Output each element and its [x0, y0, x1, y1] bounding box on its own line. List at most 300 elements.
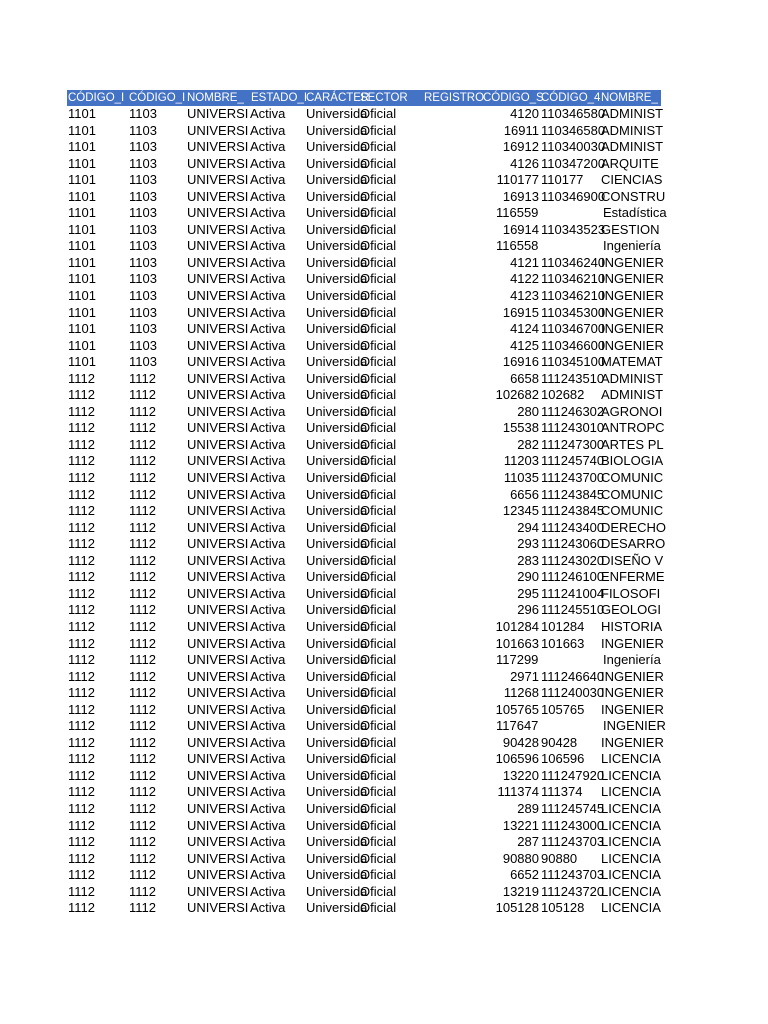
table-cell[interactable]: 1101 [68, 321, 96, 337]
table-cell[interactable]: 1112 [129, 486, 156, 502]
table-cell[interactable]: Activa [250, 304, 286, 320]
table-cell[interactable]: Activa [250, 834, 286, 850]
table-cell[interactable]: UNIVERSI [187, 139, 249, 155]
table-cell[interactable]: 90880 [541, 850, 578, 866]
table-cell[interactable]: Oficial [360, 370, 397, 386]
table-cell[interactable]: Universida [306, 304, 368, 320]
table-cell[interactable]: 1112 [68, 800, 95, 816]
table-cell[interactable]: 1101 [68, 337, 96, 353]
table-cell[interactable]: 1112 [68, 685, 95, 701]
table-cell[interactable]: 110346700 [541, 321, 606, 337]
table-cell[interactable]: 1112 [129, 519, 156, 535]
table-cell[interactable]: 1112 [68, 470, 95, 486]
table-cell[interactable]: Activa [250, 503, 286, 519]
table-cell[interactable]: HISTORIA [601, 618, 663, 634]
table-cell[interactable]: UNIVERSI [187, 188, 249, 204]
table-cell[interactable]: 1112 [68, 618, 95, 634]
table-cell[interactable]: Activa [250, 403, 286, 419]
table-cell[interactable]: 1101 [68, 188, 96, 204]
table-cell[interactable]: INGENIER [601, 271, 664, 287]
table-cell[interactable]: Universida [306, 271, 368, 287]
table-cell[interactable]: 90428 [502, 734, 539, 750]
table-cell[interactable]: 1112 [129, 800, 156, 816]
table-cell[interactable]: 16912 [502, 139, 539, 155]
table-cell[interactable]: UNIVERSI [187, 370, 249, 386]
table-cell[interactable]: 111243703 [541, 834, 605, 850]
table-cell[interactable]: Activa [250, 784, 286, 800]
table-cell[interactable]: 117647 [496, 718, 539, 734]
table-cell[interactable] [540, 205, 600, 222]
table-cell[interactable]: Activa [250, 602, 286, 618]
table-cell[interactable]: 110177 [541, 172, 584, 188]
table-cell[interactable]: 1103 [129, 188, 157, 204]
table-cell[interactable]: UNIVERSI [187, 403, 249, 419]
table-cell[interactable]: Universida [306, 718, 368, 734]
table-cell[interactable]: 1112 [129, 420, 156, 436]
table-cell[interactable]: Oficial [360, 354, 397, 370]
table-cell[interactable]: 2971 [510, 668, 539, 684]
table-cell[interactable]: Universida [306, 221, 368, 237]
table-cell[interactable]: BIOLOGIA [601, 453, 664, 469]
table-cell[interactable]: 111243010 [541, 420, 605, 436]
table-cell[interactable]: UNIVERSI [187, 685, 249, 701]
table-cell[interactable]: Universida [306, 767, 368, 783]
table-cell[interactable]: 1112 [68, 453, 95, 469]
table-cell[interactable]: Activa [250, 850, 286, 866]
table-cell[interactable]: 1112 [129, 387, 156, 403]
table-cell[interactable]: INGENIER [603, 718, 666, 734]
table-cell[interactable]: UNIVERSI [187, 834, 249, 850]
table-cell[interactable]: 1101 [68, 304, 96, 320]
table-cell[interactable]: 6658 [510, 370, 539, 386]
table-cell[interactable]: LICENCIA [601, 867, 661, 883]
table-cell[interactable]: 4126 [510, 155, 539, 171]
header-cell[interactable]: REGISTRO [424, 92, 485, 104]
table-cell[interactable]: 111243703 [541, 867, 605, 883]
table-cell[interactable]: Oficial [360, 635, 397, 651]
table-cell[interactable]: FILOSOFI [601, 585, 661, 601]
table-cell[interactable]: Oficial [360, 817, 397, 833]
table-cell[interactable]: UNIVERSI [187, 618, 249, 634]
table-cell[interactable]: 111243020 [541, 552, 605, 568]
table-cell[interactable]: 110346580 [541, 122, 606, 138]
table-cell[interactable]: Activa [250, 900, 286, 916]
table-cell[interactable] [540, 652, 600, 669]
table-cell[interactable]: 111243060 [541, 536, 605, 552]
table-cell[interactable]: 1112 [129, 436, 156, 452]
table-cell[interactable]: Universida [306, 701, 368, 717]
table-cell[interactable]: Universida [306, 321, 368, 337]
table-cell[interactable]: 11268 [503, 685, 539, 701]
table-cell[interactable]: Oficial [360, 900, 397, 916]
table-cell[interactable]: 111240030 [541, 685, 605, 701]
table-cell[interactable]: Oficial [360, 883, 397, 899]
table-cell[interactable]: INGENIER [601, 734, 664, 750]
table-cell[interactable]: 1101 [68, 205, 96, 221]
table-cell[interactable]: 280 [517, 403, 539, 419]
table-cell[interactable]: AGRONOI [601, 403, 663, 419]
table-cell[interactable]: 1112 [129, 751, 156, 767]
table-cell[interactable]: Activa [250, 883, 286, 899]
table-cell[interactable]: 1112 [129, 834, 156, 850]
table-cell[interactable]: 1101 [68, 155, 96, 171]
table-cell[interactable]: Activa [250, 585, 286, 601]
table-cell[interactable]: Oficial [360, 519, 397, 535]
table-cell[interactable]: 6656 [510, 486, 539, 502]
table-cell[interactable]: Activa [250, 288, 286, 304]
table-cell[interactable]: 1112 [68, 784, 95, 800]
table-cell[interactable]: Activa [250, 370, 286, 386]
table-cell[interactable]: 111243400 [541, 519, 605, 535]
table-cell[interactable]: Oficial [360, 271, 397, 287]
table-cell[interactable]: Universida [306, 337, 368, 353]
table-cell[interactable]: Oficial [360, 585, 397, 601]
table-cell[interactable]: 1112 [68, 602, 95, 618]
table-cell[interactable]: Activa [250, 519, 286, 535]
table-cell[interactable]: UNIVERSI [187, 585, 249, 601]
table-cell[interactable]: Universida [306, 387, 368, 403]
table-cell[interactable]: 1112 [129, 569, 156, 585]
table-cell[interactable]: 102682 [541, 387, 585, 403]
table-cell[interactable]: 1101 [68, 139, 96, 155]
table-cell[interactable]: INGENIER [601, 635, 664, 651]
table-cell[interactable]: 1112 [68, 536, 95, 552]
table-cell[interactable]: 111246302 [541, 403, 605, 419]
table-cell[interactable]: 111245745 [541, 800, 605, 816]
table-cell[interactable]: 1112 [68, 701, 95, 717]
table-cell[interactable]: UNIVERSI [187, 817, 249, 833]
table-cell[interactable]: 105765 [495, 701, 539, 717]
header-cell[interactable]: CÓDIGO_4 [541, 92, 601, 104]
table-cell[interactable]: UNIVERSI [187, 288, 249, 304]
table-cell[interactable]: Universida [306, 817, 368, 833]
table-cell[interactable]: 1112 [129, 817, 156, 833]
table-cell[interactable]: Universida [306, 850, 368, 866]
table-cell[interactable]: 1112 [129, 652, 156, 668]
table-cell[interactable]: Oficial [360, 536, 397, 552]
table-cell[interactable]: Oficial [360, 205, 397, 221]
table-cell[interactable]: 13219 [502, 883, 539, 899]
table-cell[interactable]: 1112 [129, 618, 156, 634]
table-cell[interactable]: Estadística [603, 205, 667, 221]
table-cell[interactable]: UNIVERSI [187, 767, 249, 783]
table-cell[interactable]: 111247920 [541, 767, 605, 783]
table-cell[interactable]: Oficial [360, 668, 397, 684]
table-cell[interactable]: 111243700 [541, 470, 605, 486]
table-cell[interactable]: Oficial [360, 602, 397, 618]
table-cell[interactable]: INGENIER [601, 254, 664, 270]
table-cell[interactable]: 1112 [68, 370, 95, 386]
table-cell[interactable]: 1101 [68, 221, 96, 237]
table-cell[interactable]: UNIVERSI [187, 519, 249, 535]
table-cell[interactable]: Activa [250, 354, 286, 370]
table-cell[interactable]: 111247300 [541, 436, 605, 452]
table-cell[interactable]: UNIVERSI [187, 701, 249, 717]
table-cell[interactable]: UNIVERSI [187, 718, 249, 734]
table-cell[interactable]: Activa [250, 817, 286, 833]
table-cell[interactable]: Universida [306, 585, 368, 601]
table-cell[interactable]: 110346600 [541, 337, 606, 353]
table-cell[interactable]: UNIVERSI [187, 652, 249, 668]
table-cell[interactable]: Activa [250, 453, 286, 469]
table-cell[interactable]: 1112 [129, 470, 156, 486]
table-cell[interactable]: 117299 [496, 652, 539, 668]
table-cell[interactable]: 1103 [129, 354, 157, 370]
table-cell[interactable]: Activa [250, 436, 286, 452]
table-cell[interactable]: ADMINIST [601, 139, 664, 155]
table-cell[interactable]: 1112 [129, 370, 156, 386]
table-cell[interactable]: 6652 [510, 867, 539, 883]
table-cell[interactable]: 1112 [68, 486, 95, 502]
table-cell[interactable]: Universida [306, 106, 368, 121]
table-cell[interactable]: 1112 [129, 503, 156, 519]
table-cell[interactable]: Oficial [360, 155, 397, 171]
table-cell[interactable]: UNIVERSI [187, 569, 249, 585]
table-cell[interactable]: UNIVERSI [187, 470, 249, 486]
table-cell[interactable]: UNIVERSI [187, 867, 249, 883]
header-cell[interactable]: ESTADO_I [251, 92, 308, 104]
table-cell[interactable]: Universida [306, 354, 368, 370]
table-cell[interactable]: ADMINIST [601, 122, 664, 138]
table-cell[interactable]: 1112 [129, 453, 156, 469]
table-cell[interactable]: 105765 [541, 701, 585, 717]
table-cell[interactable]: Activa [250, 486, 286, 502]
table-cell[interactable]: 1112 [68, 652, 95, 668]
table-cell[interactable]: 1103 [129, 122, 157, 138]
table-cell[interactable]: UNIVERSI [187, 784, 249, 800]
table-cell[interactable]: 1112 [68, 834, 95, 850]
table-cell[interactable]: Activa [250, 767, 286, 783]
table-cell[interactable]: Oficial [360, 221, 397, 237]
table-cell[interactable]: UNIVERSI [187, 238, 249, 254]
table-cell[interactable]: 13221 [502, 817, 539, 833]
table-cell[interactable]: Universida [306, 172, 368, 188]
table-cell[interactable]: Universida [306, 900, 368, 916]
table-cell[interactable]: INGENIER [601, 701, 664, 717]
table-cell[interactable]: Oficial [360, 685, 397, 701]
table-cell[interactable]: Activa [250, 387, 286, 403]
table-cell[interactable]: Universida [306, 188, 368, 204]
table-cell[interactable]: 1103 [129, 155, 157, 171]
table-cell[interactable]: 90428 [541, 734, 578, 750]
table-cell[interactable]: 1112 [129, 536, 156, 552]
table-cell[interactable]: UNIVERSI [187, 155, 249, 171]
header-cell[interactable]: CARÁCTER [306, 92, 370, 104]
table-cell[interactable]: 110346210 [541, 271, 606, 287]
table-cell[interactable]: Activa [250, 701, 286, 717]
table-cell[interactable]: 102682 [495, 387, 539, 403]
table-cell[interactable]: Universida [306, 139, 368, 155]
table-cell[interactable]: UNIVERSI [187, 122, 249, 138]
table-cell[interactable]: 90880 [502, 850, 539, 866]
table-cell[interactable]: 110346900 [541, 188, 606, 204]
table-cell[interactable]: Activa [250, 800, 286, 816]
table-cell[interactable]: UNIVERSI [187, 436, 249, 452]
table-cell[interactable]: Activa [250, 106, 286, 121]
table-cell[interactable]: Universida [306, 883, 368, 899]
table-cell[interactable]: 116558 [496, 238, 539, 254]
table-cell[interactable]: 4124 [510, 321, 539, 337]
table-cell[interactable]: 290 [517, 569, 539, 585]
table-cell[interactable]: 1112 [68, 817, 95, 833]
table-cell[interactable]: 101284 [541, 618, 585, 634]
table-cell[interactable]: Universida [306, 635, 368, 651]
table-cell[interactable]: 4120 [510, 106, 539, 121]
table-cell[interactable]: 1101 [68, 254, 96, 270]
table-cell[interactable]: Oficial [360, 188, 397, 204]
table-cell[interactable]: 1103 [129, 205, 157, 221]
table-cell[interactable]: Oficial [360, 800, 397, 816]
table-cell[interactable]: Activa [250, 188, 286, 204]
table-cell[interactable]: Universida [306, 403, 368, 419]
table-cell[interactable]: Activa [250, 685, 286, 701]
table-cell[interactable]: Oficial [360, 254, 397, 270]
table-cell[interactable] [540, 238, 600, 255]
table-cell[interactable]: Oficial [360, 486, 397, 502]
table-cell[interactable]: UNIVERSI [187, 205, 249, 221]
header-cell[interactable]: SECTOR [360, 92, 408, 104]
table-cell[interactable]: Oficial [360, 767, 397, 783]
table-cell[interactable]: 1101 [68, 106, 96, 121]
table-cell[interactable]: UNIVERSI [187, 387, 249, 403]
table-cell[interactable]: 111243510 [541, 370, 605, 386]
table-cell[interactable]: Universida [306, 685, 368, 701]
table-cell[interactable]: Universida [306, 784, 368, 800]
table-cell[interactable]: Ingeniería [603, 238, 661, 254]
table-cell[interactable]: Oficial [360, 403, 397, 419]
table-cell[interactable]: 101663 [541, 635, 585, 651]
table-cell[interactable]: UNIVERSI [187, 486, 249, 502]
table-cell[interactable]: DESARRO [601, 536, 666, 552]
table-cell[interactable]: 101663 [495, 635, 539, 651]
header-cell[interactable]: NOMBRE_ [187, 92, 244, 104]
table-cell[interactable]: 4121 [510, 254, 539, 270]
table-cell[interactable]: LICENCIA [601, 751, 661, 767]
header-cell[interactable]: CÓDIGO_I [129, 92, 186, 104]
table-cell[interactable]: 1101 [68, 172, 96, 188]
table-cell[interactable]: 111374 [541, 784, 583, 800]
table-cell[interactable]: 1112 [68, 552, 95, 568]
table-cell[interactable]: 1101 [68, 238, 96, 254]
table-cell[interactable]: Activa [250, 337, 286, 353]
table-cell[interactable]: 1103 [129, 337, 157, 353]
table-cell[interactable]: Oficial [360, 618, 397, 634]
table-cell[interactable]: Oficial [360, 172, 397, 188]
table-cell[interactable]: ADMINIST [601, 106, 664, 121]
table-cell[interactable]: COMUNIC [601, 503, 664, 519]
table-cell[interactable]: ENFERME [601, 569, 665, 585]
table-cell[interactable]: Activa [250, 172, 286, 188]
table-cell[interactable]: 1112 [68, 585, 95, 601]
table-cell[interactable]: Activa [250, 221, 286, 237]
table-cell[interactable]: INGENIER [601, 304, 664, 320]
table-cell[interactable]: UNIVERSI [187, 172, 249, 188]
table-cell[interactable]: ARQUITE [601, 155, 659, 171]
table-cell[interactable]: Oficial [360, 139, 397, 155]
table-cell[interactable]: Oficial [360, 304, 397, 320]
table-cell[interactable]: 1112 [68, 420, 95, 436]
table-cell[interactable]: Activa [250, 718, 286, 734]
table-cell[interactable]: ARTES PL [601, 436, 664, 452]
table-cell[interactable]: 15538 [502, 420, 539, 436]
table-cell[interactable]: 11203 [503, 453, 539, 469]
table-cell[interactable]: ANTROPC [601, 420, 665, 436]
table-cell[interactable]: Universida [306, 503, 368, 519]
table-cell[interactable]: Universida [306, 205, 368, 221]
table-cell[interactable]: 16915 [502, 304, 539, 320]
table-cell[interactable]: 1112 [68, 734, 95, 750]
table-cell[interactable]: 111241004 [541, 585, 605, 601]
table-cell[interactable]: 16911 [503, 122, 539, 138]
table-cell[interactable]: Universida [306, 834, 368, 850]
table-cell[interactable]: Oficial [360, 784, 397, 800]
table-cell[interactable]: UNIVERSI [187, 635, 249, 651]
table-cell[interactable]: Universida [306, 652, 368, 668]
table-cell[interactable]: 1101 [68, 354, 96, 370]
table-cell[interactable]: CONSTRU [601, 188, 666, 204]
table-cell[interactable]: 1112 [68, 569, 95, 585]
table-cell[interactable]: Universida [306, 519, 368, 535]
table-cell[interactable]: LICENCIA [601, 834, 661, 850]
table-cell[interactable]: Ingeniería [603, 652, 661, 668]
table-cell[interactable]: 4123 [510, 288, 539, 304]
table-cell[interactable]: 1112 [129, 883, 156, 899]
table-cell[interactable]: UNIVERSI [187, 221, 249, 237]
table-cell[interactable]: Universida [306, 470, 368, 486]
table-cell[interactable]: Activa [250, 420, 286, 436]
table-cell[interactable]: 1112 [129, 552, 156, 568]
table-cell[interactable]: Universida [306, 569, 368, 585]
table-cell[interactable]: Oficial [360, 387, 397, 403]
table-cell[interactable]: COMUNIC [601, 486, 664, 502]
table-cell[interactable]: Activa [250, 536, 286, 552]
table-cell[interactable]: Activa [250, 122, 286, 138]
table-cell[interactable]: 101284 [495, 618, 539, 634]
table-cell[interactable]: UNIVERSI [187, 106, 249, 121]
table-cell[interactable]: 111243845 [541, 503, 605, 519]
table-cell[interactable]: Oficial [360, 552, 397, 568]
table-cell[interactable]: UNIVERSI [187, 850, 249, 866]
table-cell[interactable]: 4122 [510, 271, 539, 287]
table-cell[interactable]: Activa [250, 470, 286, 486]
table-cell[interactable]: DISEÑO V [601, 552, 664, 568]
table-cell[interactable]: 1112 [68, 718, 95, 734]
table-cell[interactable]: 1112 [129, 602, 156, 618]
table-cell[interactable]: 1103 [129, 254, 157, 270]
table-cell[interactable]: MATEMAT [601, 354, 663, 370]
table-cell[interactable]: 111243000 [541, 817, 605, 833]
table-cell[interactable]: 110346240 [541, 254, 606, 270]
table-cell[interactable]: Oficial [360, 850, 397, 866]
table-cell[interactable]: Oficial [360, 337, 397, 353]
table-cell[interactable]: 110345300 [541, 304, 606, 320]
table-cell[interactable]: Universida [306, 238, 368, 254]
table-cell[interactable]: UNIVERSI [187, 552, 249, 568]
table-cell[interactable]: UNIVERSI [187, 536, 249, 552]
table-cell[interactable]: 1103 [129, 139, 157, 155]
table-cell[interactable]: 1112 [68, 883, 95, 899]
table-cell[interactable]: 1112 [129, 635, 156, 651]
table-cell[interactable]: 110346210 [541, 288, 606, 304]
table-cell[interactable]: 12345 [502, 503, 539, 519]
table-cell[interactable]: 1112 [129, 867, 156, 883]
table-cell[interactable]: 283 [517, 552, 539, 568]
table-cell[interactable]: GEOLOGI [601, 602, 661, 618]
table-cell[interactable]: 16913 [502, 188, 539, 204]
table-cell[interactable]: Activa [250, 668, 286, 684]
table-cell[interactable]: 1101 [68, 271, 96, 287]
table-cell[interactable]: Activa [250, 254, 286, 270]
